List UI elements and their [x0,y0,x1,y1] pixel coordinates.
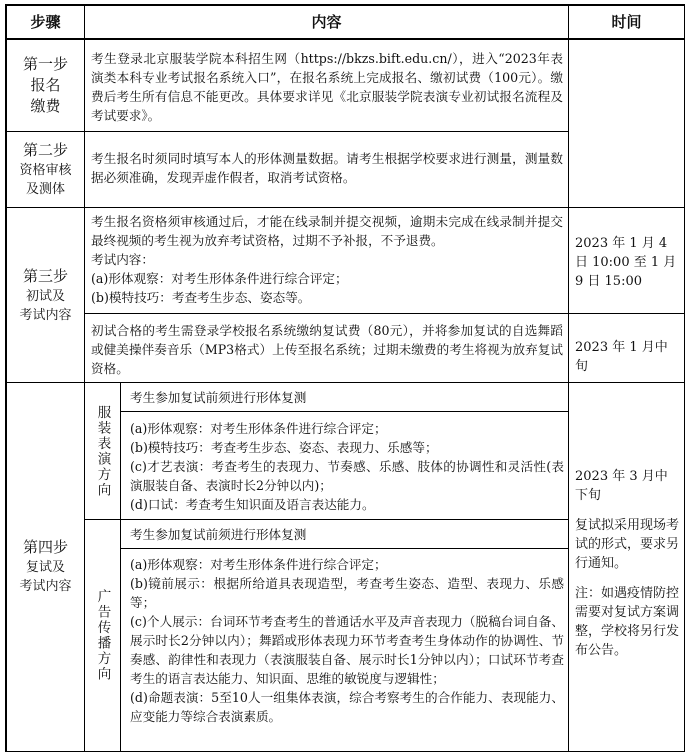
time-step-1-2 [575,96,679,176]
direction-fashion-label [85,383,120,519]
ad-p2: (b)镜前展示：根据所给道具表现造型，考查考生姿态、造型、表现力、乐感等； [130,576,564,610]
step-3-content [91,212,563,312]
step-3-p1: 考生报名资格须审核通过后，才能在线录制并提交视频，逾期未完成在线录制并提交最终视频的考生视为放弃考试资格，过期不予补报，不予退费。 [91,214,563,248]
step-4-line1: 第四步 [22,538,68,556]
step-3-line3: 考试内容 [19,307,72,323]
direction-fashion-text: 服装表演方向 [94,404,111,498]
time-step-4-note: 复试拟采用现场考试的形式，要求另行通知。 [575,518,680,571]
hline-a-end [85,519,569,520]
hline-header [5,38,685,40]
step-3-p4: (b)模特技巧：考查考生步态、姿态等。 [91,290,311,305]
time-step-4-notice: 注：如遇疫情防控需要对复试方案调整，学校将另行发布公告。 [575,586,680,658]
time-step-4-date: 2023 年 3 月中下旬 [575,469,668,503]
divider-direction [120,382,121,752]
time-refee: 2023 年 1 月中旬 [575,340,668,374]
time-step-4 [575,467,679,677]
step-1-content: 考生登录北京服装学院本科招生网（https://bkzs.bift.edu.cn/），进入“2023年表演类本科专业考试报名系统入口”，在报名系统上完成报名、缴初试费（100元）。缴费后考生所有信息不能更改。具体要求详见《北京服装学院表演专业初试报名流程及考试要求》。 [91,51,563,123]
ad-p4: (d)命题表演：5至10人一组集体表演，综合考察考生的合作能力、表现能力、应变能力等综合表演素质。 [130,690,564,724]
step-3-p3: (a)形体观察：对考生形体条件进行综合评定； [91,271,348,286]
header-time: 时间 [611,13,642,31]
step-1-line2: 报名 [30,76,61,94]
time-step-3: 2023 年 1 月 4 日 10:00 至 1 月 9 日 15:00 [575,236,677,289]
fashion-p1: (a)形体观察：对考生形体条件进行综合评定； [130,421,387,436]
fashion-content [130,419,564,518]
hline-r3 [85,313,685,314]
step-3-label [7,208,84,382]
step-3-p2: 考试内容： [91,252,154,267]
fashion-p3: (c)才艺表演：考查考生的表现力、节奏感、乐感、肢体的协调性和灵活性(表演服装自备、表演时长2分钟以内)； [130,459,564,493]
step-1-line3: 缴费 [30,97,61,115]
header-content: 内容 [311,13,342,31]
ad-p1: (a)形体观察：对考生形体条件进行综合评定； [130,557,387,572]
step-1-label [7,40,84,131]
ad-content [130,555,564,749]
refee-content: 初试合格的考生需登录学校报名系统缴纳复试费（80元），并将参加复试的自选舞蹈或健美操伴奏音乐（MP3格式）上传至报名系统；过期未缴费的考生将视为放弃复试资格。 [91,323,563,376]
step-2-content: 考生报名时须同时填写本人的形体测量数据。请考生根据学校要求进行测量，测量数据必须准确，发现弄虚作假者，取消考试资格。 [91,151,563,185]
border-bottom [5,751,685,753]
step-2-line2: 资格审核 [19,163,72,178]
fashion-p4: (d)口试：考查考生知识面及语言表达能力。 [130,497,375,512]
step-1-line1: 第一步 [22,55,68,73]
direction-ad-text: 广告传播方向 [94,588,111,682]
step-4-label [7,383,84,750]
fashion-p2: (b)模特技巧：考查考生步态、姿态、表现力、乐感等； [130,440,438,455]
step-3-line2: 初试及 [25,288,65,304]
ad-p3: (c)个人展示：台词环节考查考生的普通话水平及声音表现力（脱稿台词自备、展示时长2分钟以内）；舞蹈或形体表现力环节考查考生身体动作的协调性、节奏感、韵律性和表现力（表演服装自备、展示时长1分钟以内）；口试环节考查考生的语言表达能力、知识面、思维的敏锐度与逻辑性； [130,614,564,686]
step-2-label [7,132,84,207]
hline-r2 [5,207,685,208]
hline-r1 [5,131,569,132]
header-step: 步骤 [30,13,61,31]
step-2-line3: 及测体 [25,182,65,197]
fashion-title: 考生参加复试前须进行形体复测 [130,390,307,405]
step-4-line2: 复试及 [25,560,65,575]
step-4-line3: 考试内容 [19,579,72,594]
schedule-table [5,4,685,752]
step-2-line1: 第二步 [22,141,68,159]
ad-title: 考生参加复试前须进行形体复测 [130,527,307,542]
step-3-line1: 第三步 [22,266,68,285]
direction-ad-label [85,520,120,750]
hline-a-title [121,411,569,412]
border-right [684,4,686,752]
divider-content-time [568,4,569,752]
hline-b-title [121,548,569,549]
